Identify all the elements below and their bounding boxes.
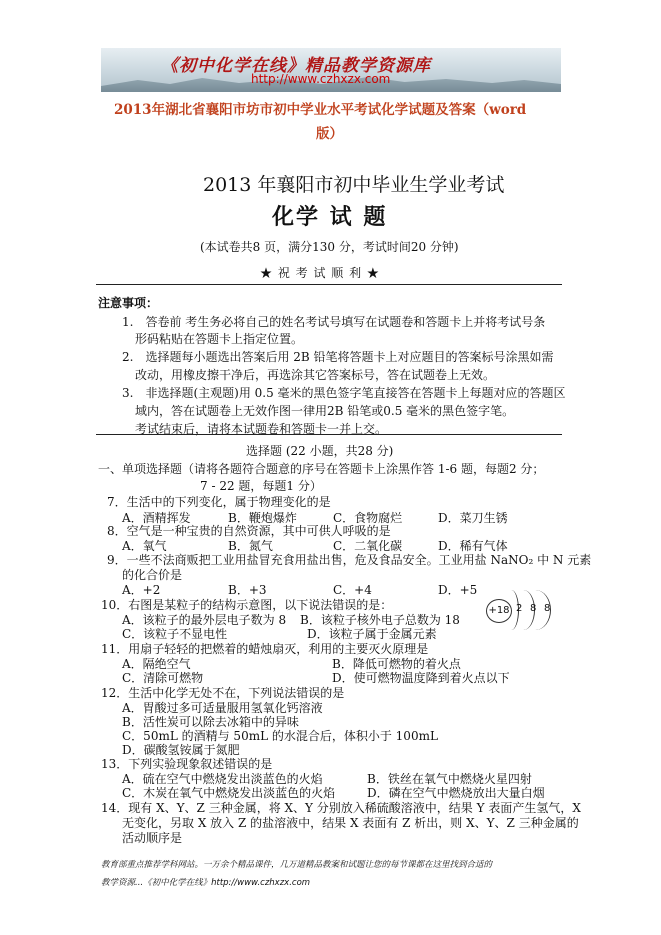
subject-title: 化学 试 题	[272, 204, 388, 230]
wish-line: ★ 祝 考 试 顺 利 ★	[260, 266, 380, 280]
notice-line: 考试结束后，请将本试题卷和答题卡一并上交。	[135, 422, 388, 436]
q7-option-c: C．食物腐烂	[333, 511, 403, 525]
banner-url: http://www.czhxzx.com	[251, 72, 391, 86]
q9-option-a: A．+2	[122, 583, 161, 597]
question-7-stem: 7．生活中的下列变化，属于物理变化的是	[107, 495, 331, 509]
q9-option-d: D．+5	[438, 583, 478, 597]
question-9-stem: 9．一些不法商贩把工业用盐冒充食用盐出售，危及食品安全。工业用盐 NaNO₂ 中 N 元素	[107, 553, 592, 567]
q12-option-a: A．胃酸过多可适量服用氢氧化钙溶液	[122, 701, 323, 715]
q7-option-b: B．鞭炮爆炸	[228, 511, 297, 525]
q8-option-d: D．稀有气体	[438, 539, 508, 553]
q10-option-c: C．该粒子不显电性	[122, 627, 228, 641]
atom-structure-diagram	[486, 588, 558, 634]
q9-option-c: C．+4	[333, 583, 372, 597]
notice-line: 3. 非选择题(主观题)用 0.5 毫米的黑色签字笔直接答在答题卡上每题对应的答题区	[122, 386, 566, 400]
q10-option-b: B．该粒子核外电子总数为 18	[300, 613, 460, 627]
notice-line: 2. 选择题每小题选出答案后用 2B 铅笔将答题卡上对应题目的答案标号涂黑如需	[122, 350, 554, 364]
q11-option-a: A．隔绝空气	[122, 657, 191, 671]
question-14-stem: 14．现有 X、Y、Z 三种金属，将 X、Y 分别放入稀硫酸溶液中，结果 Y 表面产生氢气，X	[101, 801, 581, 815]
notice-heading: 注意事项：	[98, 296, 159, 310]
doc-title-line1: 2013年湖北省襄阳市坊市初中学业水平考试化学试题及答案（word	[114, 102, 527, 118]
q13-option-a: A．硫在空气中燃烧发出淡蓝色的火焰	[122, 772, 323, 786]
exam-info: (本试卷共8 页，满分130 分，考试时间20 分钟)	[200, 240, 459, 254]
q13-option-c: C．木炭在氧气中燃烧发出淡蓝色的火焰	[122, 786, 336, 800]
q7-option-d: D．菜刀生锈	[438, 511, 508, 525]
part1-instruction: 一、单项选择题（请将各题符合题意的序号在答题卡上涂黑作答 1-6 题，每题2 分；	[98, 462, 545, 476]
q11-option-d: D．使可燃物温度降到着火点以下	[332, 671, 510, 685]
q12-option-b: B．活性炭可以除去冰箱中的异味	[122, 715, 299, 729]
notice-line: 形码粘贴在答题卡上指定位置。	[135, 332, 304, 346]
shell-electrons: 8	[530, 603, 537, 614]
q12-option-d: D．碳酸氢铵属于氮肥	[122, 743, 240, 757]
question-10-stem: 10．右图是某粒子的结构示意图，以下说法错误的是：	[101, 598, 393, 612]
question-11-stem: 11．用扇子轻轻的把燃着的蜡烛扇灭，利用的主要灭火原理是	[101, 642, 429, 656]
question-9-stem-cont: 的化合价是	[122, 568, 183, 582]
notice-line: 改动，用橡皮擦干净后，再选涂其它答案标号，答在试题卷上无效。	[135, 368, 496, 382]
exam-title: 2013 年襄阳市初中毕业生学业考试	[203, 174, 505, 196]
q8-option-b: B．氮气	[228, 539, 273, 553]
section-title: 选择题 (22 小题，共28 分)	[246, 444, 394, 458]
notice-line: 1. 答卷前 考生务必将自己的姓名考试号填写在试题卷和答题卡上并将考试号条	[122, 315, 546, 329]
doc-title-line2: 版）	[316, 126, 343, 142]
banner-image	[101, 48, 561, 92]
atom-nucleus: +18	[486, 599, 512, 623]
footer-line1: 教育部重点推荐学科网站。一万余个精品课件，几万道精品教案和试题让您的每节课都在这里找到合适的	[101, 860, 493, 870]
question-13-stem: 13．下列实验现象叙述错误的是	[101, 757, 273, 771]
footer-line2: 教学资源...《初中化学在线》http://www.czhxzx.com	[101, 878, 311, 888]
shell-electrons: 2	[516, 603, 523, 614]
q8-option-a: A．氧气	[122, 539, 167, 553]
q8-option-c: C．二氧化碳	[333, 539, 403, 553]
divider-mid	[96, 434, 562, 435]
q7-option-a: A．酒精挥发	[122, 511, 191, 525]
q10-option-d: D．该粒子属于金属元素	[307, 627, 437, 641]
notice-line: 域内，答在试题卷上无效作图一律用2B 铅笔或0.5 毫米的黑色签字笔。	[135, 404, 515, 418]
question-12-stem: 12．生活中化学无处不在，下列说法错误的是	[101, 686, 345, 700]
question-14-stem-cont2: 活动顺序是	[122, 831, 183, 845]
q9-option-b: B．+3	[228, 583, 267, 597]
q11-option-b: B．降低可燃物的着火点	[332, 657, 461, 671]
divider-top	[96, 284, 562, 285]
question-8-stem: 8．空气是一种宝贵的自然资源，其中可供人呼吸的是	[107, 524, 391, 538]
banner-title: 《初中化学在线》精品教学资源库	[161, 56, 431, 76]
q13-option-d: D．磷在空气中燃烧放出大量白烟	[367, 786, 545, 800]
q13-option-b: B．铁丝在氧气中燃烧火星四射	[367, 772, 532, 786]
q10-option-a: A．该粒子的最外层电子数为 8	[122, 613, 287, 627]
shell-electrons: 8	[544, 603, 551, 614]
q12-option-c: C．50mL 的酒精与 50mL 的水混合后，体积小于 100mL	[122, 729, 438, 743]
q11-option-c: C．清除可燃物	[122, 671, 204, 685]
question-14-stem-cont: 无变化，另取 X 放入 Z 的盐溶液中，结果 X 表面有 Z 析出，则 X、Y、Z 三种金属的	[122, 816, 579, 830]
part1-instruction-cont: 7 - 22 题，每题1 分）	[200, 479, 322, 493]
